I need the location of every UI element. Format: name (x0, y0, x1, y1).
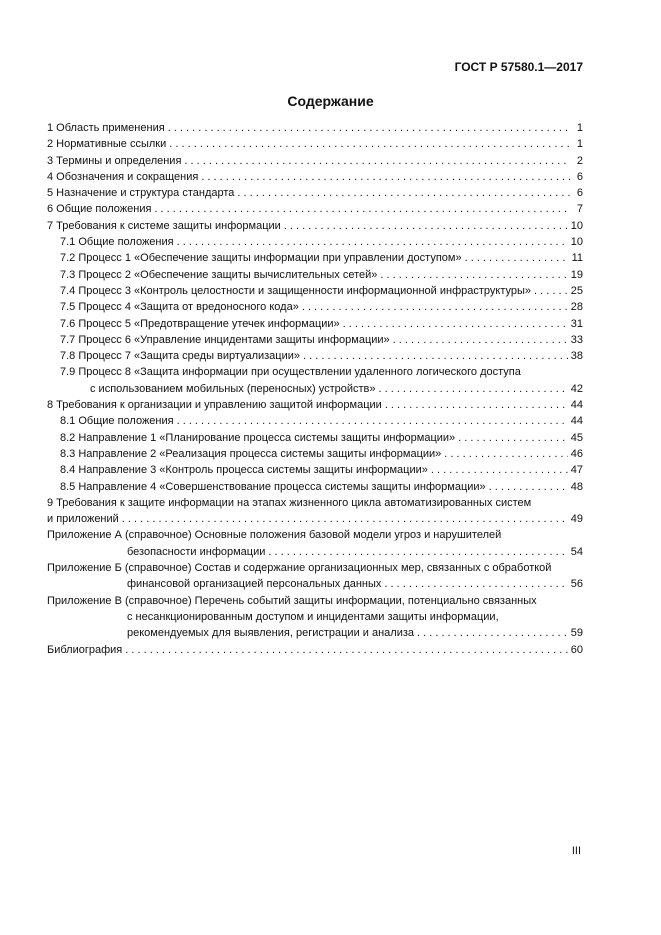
toc-entry-title: 7.6 Процесс 5 «Предотвращение утечек информации» (60, 317, 340, 330)
toc-entry[interactable] (47, 218, 583, 234)
dot-leader (125, 642, 568, 658)
toc-entry-line: Приложение А (справочное) Основные положения базовой модели угроз и нарушителей (47, 529, 502, 542)
dot-leader (168, 120, 570, 136)
document-code: ГОСТ Р 57580.1—2017 (454, 60, 583, 74)
toc-entry-title: 8.1 Общие положения (60, 415, 174, 428)
toc-entry-title: 3 Термины и определения (47, 154, 182, 167)
toc-entry-page: 48 (570, 480, 583, 493)
dot-leader (303, 348, 568, 364)
toc-entry-page: 7 (576, 203, 583, 216)
dot-leader (393, 332, 568, 348)
toc-entry[interactable] (47, 316, 583, 332)
toc-entry[interactable] (47, 332, 583, 348)
dot-leader (384, 576, 567, 592)
toc-entry-page: 19 (570, 268, 583, 281)
toc-entry[interactable] (47, 364, 583, 397)
toc-entry-page: 10 (570, 219, 583, 232)
toc-entry-title: финансовой организацией персональных данных (127, 578, 382, 591)
toc-entry-page: 6 (576, 170, 583, 183)
toc-entry[interactable] (47, 462, 583, 478)
toc-entry-title: 4 Обозначения и сокращения (47, 170, 199, 183)
toc-entry-page: 28 (570, 301, 583, 314)
toc-entry-title: 7.8 Процесс 7 «Защита среды виртуализации» (60, 350, 301, 363)
dot-leader (343, 316, 568, 332)
toc-entry-title: безопасности информации (127, 545, 266, 558)
dot-leader (417, 625, 568, 641)
toc-entry-page: 44 (570, 415, 583, 428)
toc-entry[interactable] (47, 397, 583, 413)
dot-leader (444, 446, 567, 462)
toc-entry-page: 11 (571, 252, 583, 265)
dot-leader (458, 430, 568, 446)
toc-entry-page: 31 (570, 317, 583, 330)
toc-entry-title: 1 Область применения (47, 122, 165, 134)
dot-leader (184, 153, 570, 169)
toc-entry[interactable] (47, 153, 583, 169)
table-of-contents (47, 120, 583, 658)
toc-entry-title: 7.5 Процесс 4 «Защита от вредоносного кода» (60, 301, 299, 314)
toc-entry-page: 44 (570, 399, 583, 412)
toc-entry[interactable] (47, 250, 583, 266)
toc-entry-page: 38 (570, 350, 583, 363)
toc-entry-title: 5 Назначение и структура стандарта (47, 187, 235, 200)
toc-entry[interactable] (47, 430, 583, 446)
dot-leader (431, 462, 568, 478)
toc-entry-title: с использованием мобильных (переносных) устройств» (90, 382, 376, 395)
toc-entry-page: 47 (570, 464, 583, 477)
toc-entry-title: и приложений (47, 513, 119, 526)
toc-entry-page: 25 (570, 284, 583, 297)
toc-entry[interactable] (47, 299, 583, 315)
dot-leader (177, 413, 568, 429)
toc-entry[interactable] (47, 593, 583, 642)
toc-entry-page: 2 (576, 154, 583, 167)
toc-entry-title: рекомендуемых для выявления, регистрации и анализа (127, 627, 414, 640)
toc-entry[interactable] (47, 267, 583, 283)
toc-entry[interactable] (47, 283, 583, 299)
toc-entry-page: 45 (570, 431, 583, 444)
dot-leader (378, 381, 567, 397)
toc-entry[interactable] (47, 560, 583, 593)
dot-leader (268, 544, 567, 560)
toc-entry[interactable] (47, 120, 583, 136)
toc-entry-page: 59 (570, 627, 583, 640)
toc-entry-title: 7 Требования к системе защиты информации (47, 219, 281, 232)
dot-leader (177, 234, 568, 250)
toc-entry[interactable] (47, 136, 583, 152)
page-number: III (571, 845, 581, 857)
toc-entry[interactable] (47, 479, 583, 495)
dot-leader (154, 201, 570, 217)
toc-entry-title: 6 Общие положения (47, 203, 152, 216)
dot-leader (284, 218, 568, 234)
toc-entry-line: Приложение В (справочное) Перечень событий защиты информации, потенциально связанных (47, 594, 537, 607)
dot-leader (380, 267, 567, 283)
toc-entry[interactable] (47, 234, 583, 250)
dot-leader (385, 397, 568, 413)
toc-entry-title: 8.2 Направление 1 «Планирование процесса системы защиты информации» (60, 431, 456, 444)
toc-entry-page: 1 (576, 138, 583, 151)
toc-entry-page: 49 (570, 513, 583, 526)
toc-entry-line: Приложение Б (справочное) Состав и содержание организационных мер, связанных с обработкой (47, 562, 552, 575)
toc-entry[interactable] (47, 413, 583, 429)
toc-entry-page: 1 (576, 122, 583, 134)
toc-entry[interactable] (47, 169, 583, 185)
toc-entry-line: 9 Требования к защите информации на этапах жизненного цикла автоматизированных систем (47, 496, 532, 509)
dot-leader (534, 283, 568, 299)
dot-leader (465, 250, 569, 266)
toc-entry-title: 2 Нормативные ссылки (47, 138, 167, 151)
toc-entry-page: 56 (570, 578, 583, 591)
toc-entry-title: 8.3 Направление 2 «Реализация процесса системы защиты информации» (60, 447, 442, 460)
toc-entry-title: Библиография (47, 643, 123, 656)
toc-entry[interactable] (47, 185, 583, 201)
toc-entry-title: 8.5 Направление 4 «Совершенствование процесса системы защиты информации» (60, 480, 486, 493)
toc-entry-title: 7.7 Процесс 6 «Управление инцидентами защиты информации» (60, 333, 390, 346)
toc-entry-title: 7.2 Процесс 1 «Обеспечение защиты информации при управлении доступом» (60, 252, 462, 265)
toc-entry-page: 33 (570, 333, 583, 346)
toc-entry-page: 54 (570, 545, 583, 558)
dot-leader (302, 299, 568, 315)
toc-entry-line: 7.9 Процесс 8 «Защита информации при осуществлении удаленного логического доступа (60, 366, 521, 379)
toc-entry-title: 7.3 Процесс 2 «Обеспечение защиты вычислительных сетей» (60, 268, 378, 281)
toc-entry-title: 8 Требования к организации и управлению защитой информации (47, 399, 382, 412)
toc-title: Содержание (287, 93, 374, 109)
toc-entry[interactable] (47, 446, 583, 462)
dot-leader (237, 185, 570, 201)
dot-leader (169, 136, 570, 152)
dot-leader (122, 511, 568, 527)
toc-entry-page: 60 (570, 643, 583, 656)
toc-entry-page: 10 (570, 236, 583, 249)
toc-entry-title: 7.4 Процесс 3 «Контроль целостности и защищенности информационной инфраструктуры» (60, 284, 532, 297)
toc-entry[interactable] (47, 201, 583, 217)
toc-entry[interactable] (47, 495, 583, 528)
toc-entry-page: 6 (576, 187, 583, 200)
toc-entry-title: 7.1 Общие положения (60, 236, 174, 249)
toc-entry-page: 46 (570, 447, 583, 460)
toc-entry-title: 8.4 Направление 3 «Контроль процесса системы защиты информации» (60, 464, 428, 477)
toc-entry[interactable] (47, 642, 583, 658)
toc-entry[interactable] (47, 527, 583, 560)
toc-entry-page: 42 (570, 382, 583, 395)
dot-leader (489, 479, 568, 495)
toc-entry[interactable] (47, 348, 583, 364)
dot-leader (201, 169, 570, 185)
toc-entry-line: с несанкционированным доступом и инцидентами защиты информации, (127, 610, 499, 623)
